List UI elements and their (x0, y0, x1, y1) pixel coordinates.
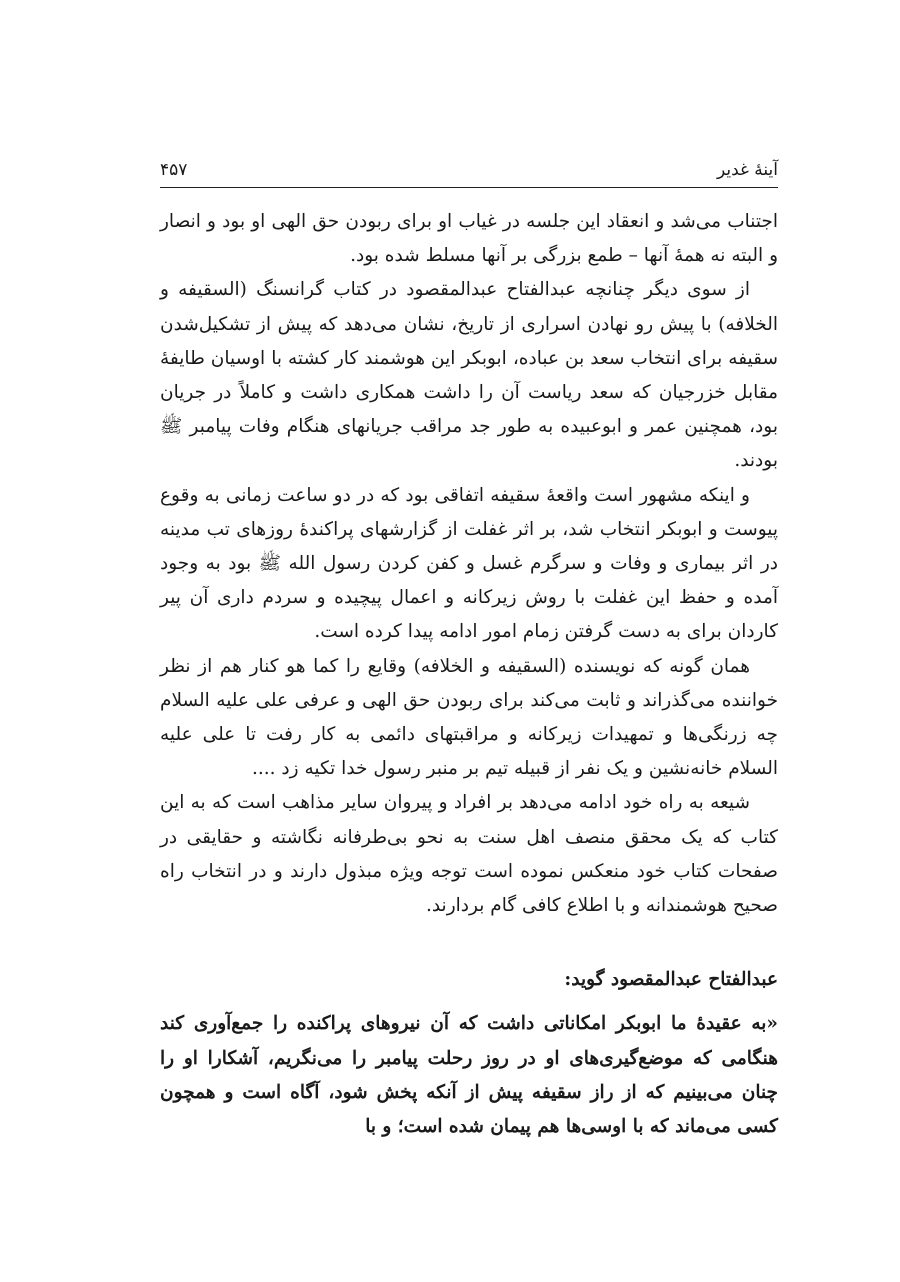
body-paragraph: شیعه به راه خود ادامه می‌دهد بر افراد و پیروان سایر مذاهب است که به این کتاب که یک محقق منصف اهل سنت به نحو بی‌طرفانه نگاشته و حقایقی در صفحات کتاب خود منعکس نموده است توجه ویژه مبذول دارند و در انتخاب راه صحیح هوشمندانه و با اطلاع کافی گام بردارند. (160, 792, 778, 917)
section-heading: عبدالفتاح عبدالمقصود گوید: (564, 969, 778, 991)
body-paragraph: همان گونه که نویسنده (السقیفه و الخلافه) وقایع را کما هو کنار هم از نظر خواننده می‌گذراند و ثابت می‌کند برای ربودن حق الهی و عرفی علی علیه السلام چه زرنگی‌ها و تمهیدات زیرکانه و مراقبتهای دائمی به کار رفت تا علی علیه السلام خانه‌نشین و یک نفر از قبیله تیم بر منبر رسول خدا تکیه زد .... (160, 655, 778, 780)
body-paragraph: از سوی دیگر چنانچه عبدالفتاح عبدالمقصود در کتاب گرانسنگ (السقیفه و الخلافه) با پیش رو نهادن اسراری از تاریخ، نشان می‌دهد که پیش از تشکیل‌شدن سقیفه برای انتخاب سعد بن عباده، ابوبکر این هوشمند کار کشته با اوسیان طایفهٔ مقابل خزرجیان که سعد ریاست آن را داشت همکاری داشت و کاملاً در جریان بود، همچنین عمر و ابوعبیده به طور جد مراقب جریانهای هنگام وفات پیامبر ﷺ بودند. (160, 279, 778, 472)
body-paragraph: و اینکه مشهور است واقعهٔ سقیفه اتفاقی بود که در دو ساعت زمانی به وقوع پیوست و ابوبکر انتخاب شد، بر اثر غفلت از گزارشهای پراکندهٔ روزهای تب مدینه در اثر بیماری و وفات و سرگرم غسل و کفن کردن رسول الله ﷺ بود به وجود آمده و حفظ این غفلت با روش زیرکانه و اعمال پیچیده و سردم داری آن پیر کاردان برای به دست گرفتن زمام امور ادامه پیدا کرده است. (160, 484, 778, 643)
book-title: آینهٔ غدیر (716, 160, 778, 180)
body-paragraph: اجتناب می‌شد و انعقاد این جلسه در غیاب او برای ربودن حق الهی او بود و انصار و البته نه همهٔ آنها – طمع بزرگی بر آنها مسلط شده بود. (160, 211, 778, 267)
page-body (160, 205, 778, 1144)
page-number: ۴۵۷ (160, 160, 188, 180)
running-header (160, 150, 778, 180)
header-rule (160, 187, 778, 188)
quoted-passage: «به عقیدهٔ ما ابوبکر امکاناتی داشت که آن نیروهای پراکنده را جمع‌آوری کند هنگامی که موضع‌گیری‌های او در روز رحلت پیامبر را می‌نگریم، آشکارا او را چنان می‌بینیم که از راز سقیفه پیش از آنکه پخش شود، آگاه است و همچون کسی می‌ماند که با اوسی‌ها هم پیمان شده است؛ و با (160, 1013, 778, 1138)
